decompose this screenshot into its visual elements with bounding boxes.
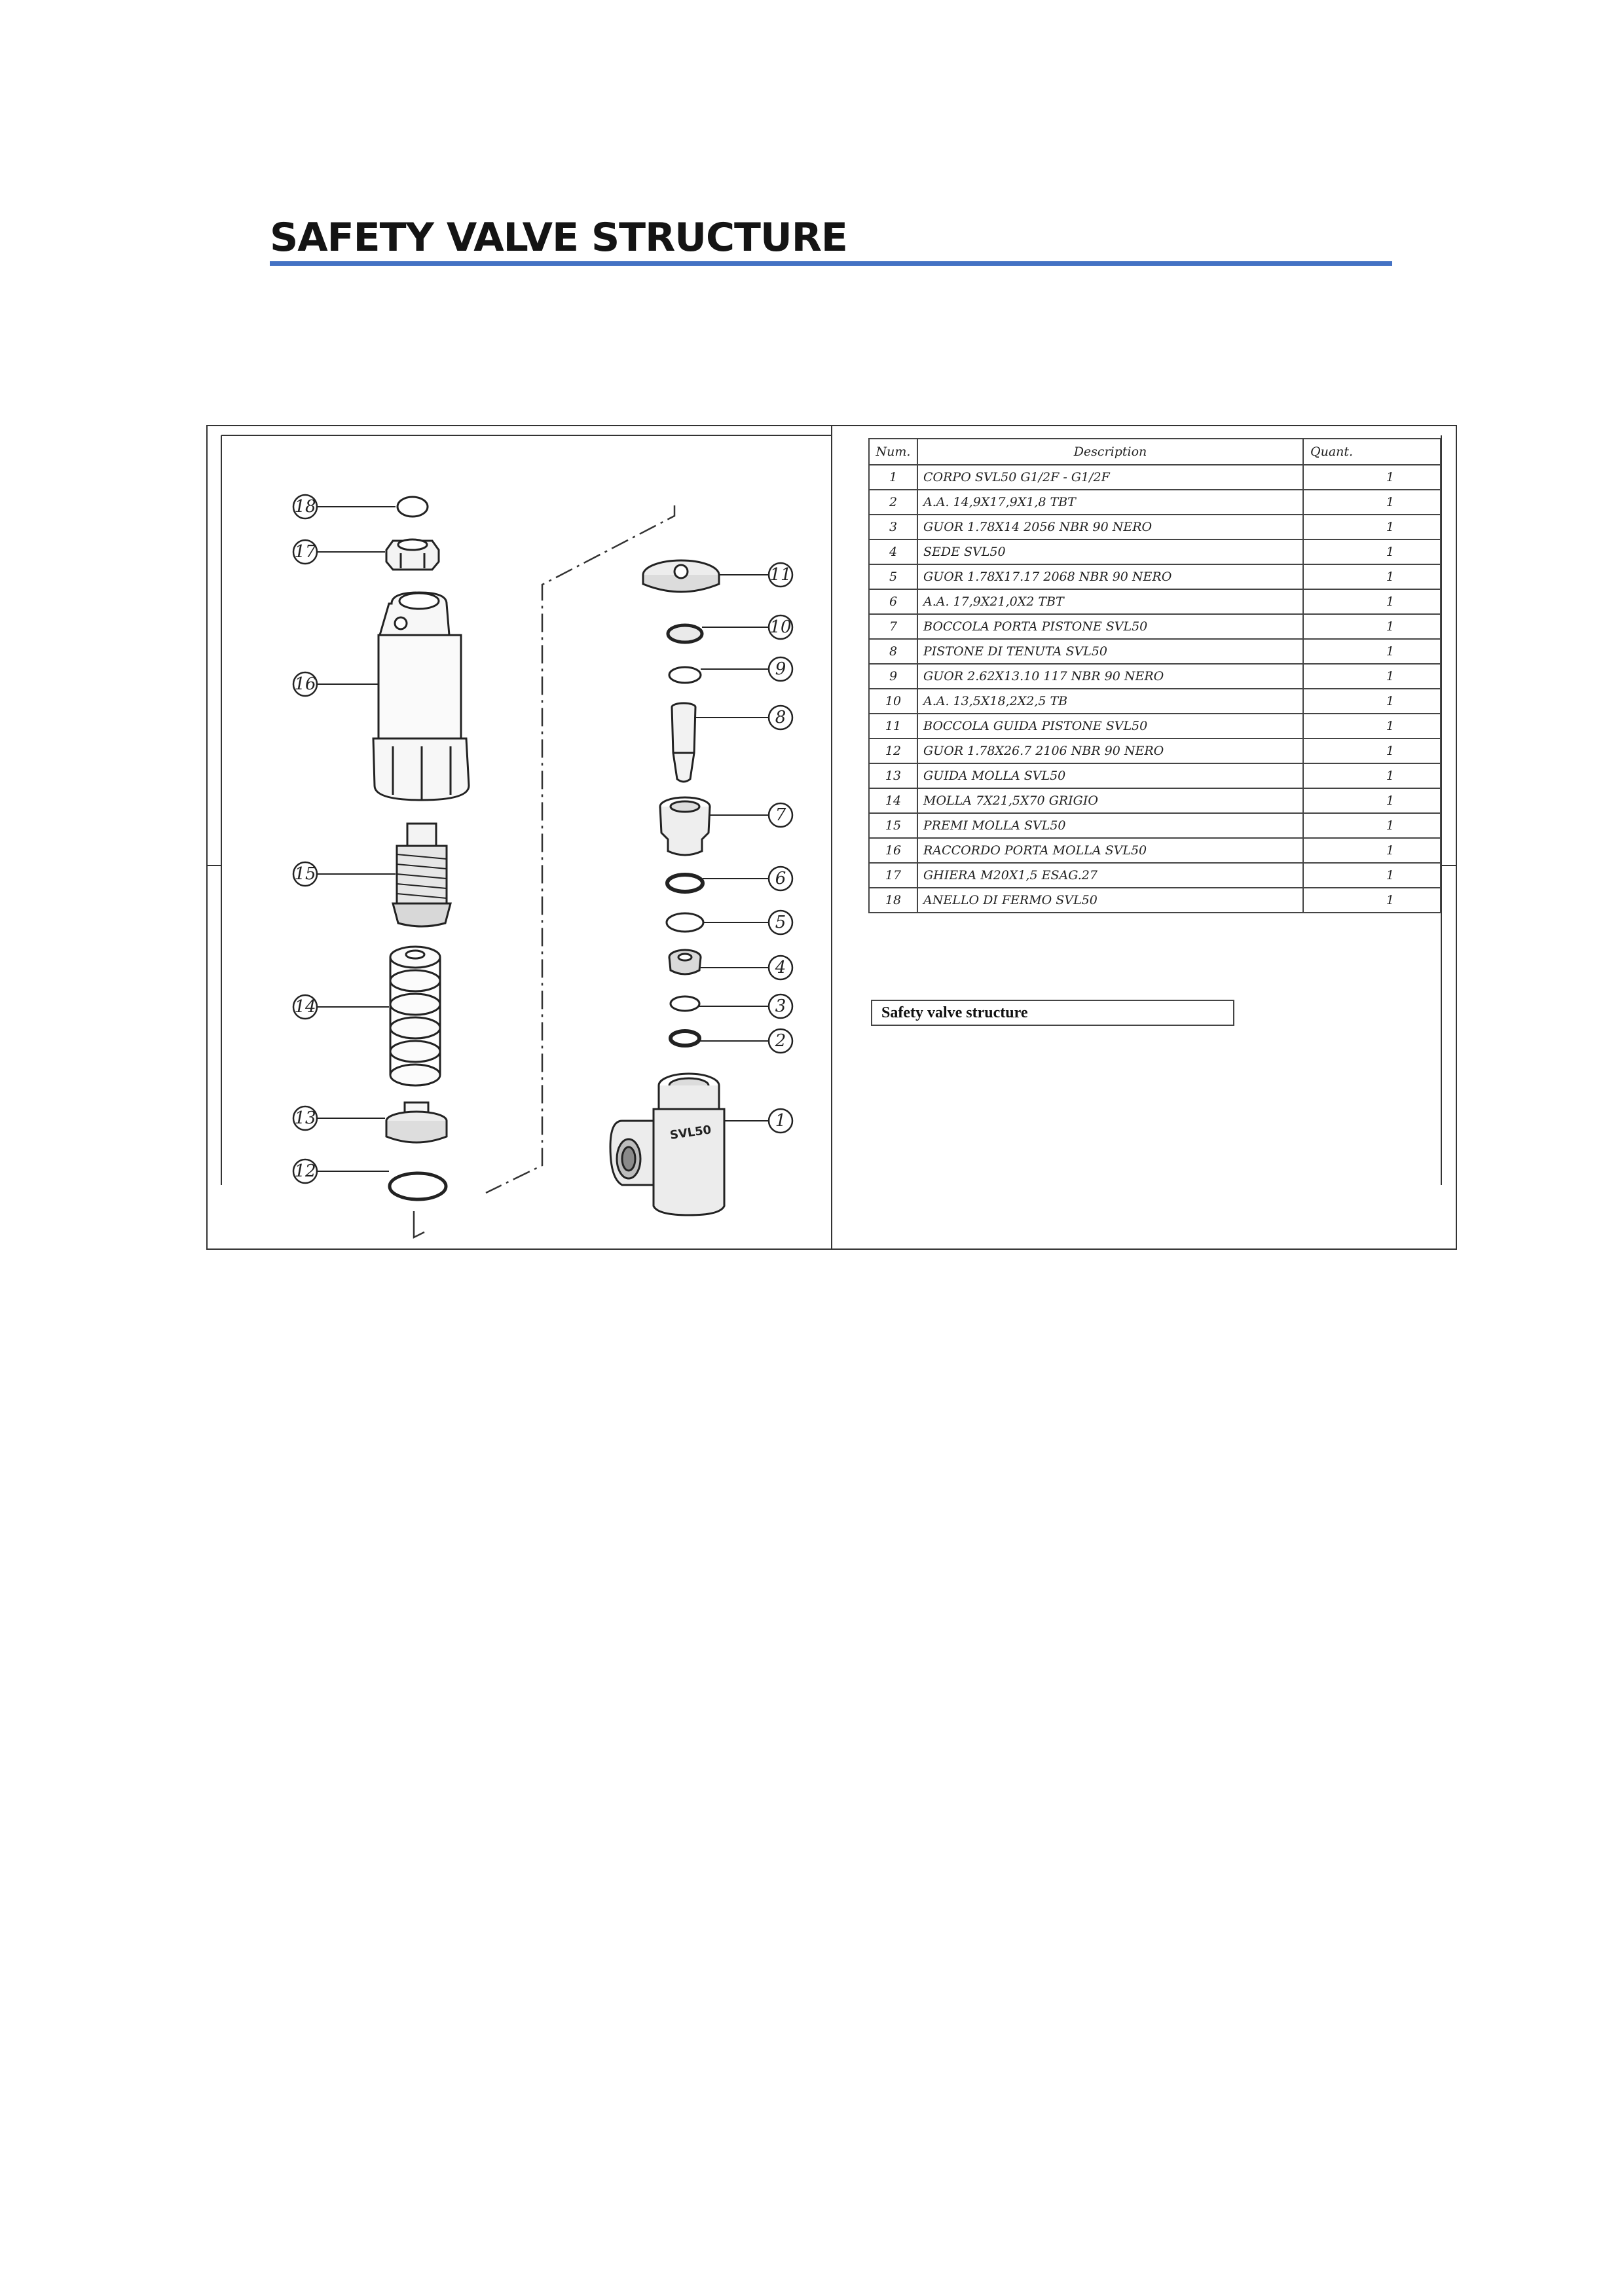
part-description: PISTONE DI TENUTA SVL50 [917, 639, 1303, 664]
table-row [869, 490, 1441, 515]
part-description: GUIDA MOLLA SVL50 [917, 763, 1303, 788]
part-num: 16 [869, 838, 917, 863]
part-description: PREMI MOLLA SVL50 [917, 813, 1303, 838]
page-title: SAFETY VALVE STRUCTURE [270, 215, 847, 261]
part-quantity: 1 [1303, 490, 1441, 515]
part-quantity: 1 [1303, 589, 1441, 614]
part-description: MOLLA 7X21,5X70 GRIGIO [917, 788, 1303, 813]
table-row [869, 689, 1441, 714]
part-num: 9 [869, 664, 917, 689]
part-num: 8 [869, 639, 917, 664]
header-quantity: Quant. [1303, 439, 1441, 465]
table-row [869, 863, 1441, 888]
hex-nut-part [386, 539, 439, 570]
part-num: 5 [869, 564, 917, 589]
callout-label: 8 [775, 708, 786, 727]
header-num: Num. [869, 439, 917, 465]
spring-pusher-part [393, 824, 451, 926]
table-row [869, 888, 1441, 913]
part-num: 18 [869, 888, 917, 913]
sealing-piston-part [672, 703, 695, 782]
part-description: BOCCOLA PORTA PISTONE SVL50 [917, 614, 1303, 639]
valve-body-part [610, 1074, 724, 1215]
part-quantity: 1 [1303, 639, 1441, 664]
table-row [869, 714, 1441, 738]
table-row [869, 639, 1441, 664]
part-quantity: 1 [1303, 838, 1441, 863]
part-num: 15 [869, 813, 917, 838]
part-quantity: 1 [1303, 863, 1441, 888]
callout-label: 3 [775, 996, 786, 1016]
table-row [869, 763, 1441, 788]
part-num: 14 [869, 788, 917, 813]
table-row [869, 564, 1441, 589]
part-description: SEDE SVL50 [917, 539, 1303, 564]
table-row [869, 738, 1441, 763]
part-description: CORPO SVL50 G1/2F - G1/2F [917, 465, 1303, 490]
table-row [869, 614, 1441, 639]
spring-part [390, 947, 440, 1085]
part-description: GUOR 1.78X14 2056 NBR 90 NERO [917, 515, 1303, 539]
table-row [869, 838, 1441, 863]
part-quantity: 1 [1303, 539, 1441, 564]
callout-label: 14 [294, 997, 316, 1017]
callout-label: 13 [294, 1108, 316, 1128]
part-num: 11 [869, 714, 917, 738]
parts-list-table [868, 438, 1441, 913]
part-description: GUOR 1.78X17.17 2068 NBR 90 NERO [917, 564, 1303, 589]
callout-label: 16 [294, 674, 316, 694]
part-description: GUOR 2.62X13.10 117 NBR 90 NERO [917, 664, 1303, 689]
drawing-caption: Safety valve structure [871, 1000, 1234, 1026]
part-quantity: 1 [1303, 664, 1441, 689]
part-num: 6 [869, 589, 917, 614]
header-description: Description [917, 439, 1303, 465]
spring-guide-part [386, 1102, 447, 1142]
part-description: A.A. 14,9X17,9X1,8 TBT [917, 490, 1303, 515]
seat-part [669, 950, 701, 974]
part-quantity: 1 [1303, 888, 1441, 913]
table-row [869, 539, 1441, 564]
part-num: 13 [869, 763, 917, 788]
part-description: GUOR 1.78X26.7 2106 NBR 90 NERO [917, 738, 1303, 763]
table-row [869, 515, 1441, 539]
callout-label: 17 [294, 542, 316, 562]
callout-label: 2 [775, 1031, 786, 1051]
table-header-row [869, 439, 1441, 465]
part-quantity: 1 [1303, 465, 1441, 490]
part-num: 7 [869, 614, 917, 639]
part-num: 4 [869, 539, 917, 564]
table-row [869, 465, 1441, 490]
spring-holder-fitting-part [373, 592, 469, 800]
part-num: 12 [869, 738, 917, 763]
piston-holder-bush-part [660, 797, 710, 855]
valve-body-marking: SVL50 [669, 1123, 712, 1142]
part-num: 17 [869, 863, 917, 888]
callout-label: 18 [294, 497, 316, 517]
part-quantity: 1 [1303, 614, 1441, 639]
part-description: BOCCOLA GUIDA PISTONE SVL50 [917, 714, 1303, 738]
part-quantity: 1 [1303, 515, 1441, 539]
callout-label: 10 [769, 617, 792, 637]
callout-label: 7 [775, 805, 786, 825]
callout-label: 1 [775, 1111, 786, 1131]
table-row [869, 589, 1441, 614]
part-quantity: 1 [1303, 788, 1441, 813]
part-description: ANELLO DI FERMO SVL50 [917, 888, 1303, 913]
table-row [869, 813, 1441, 838]
table-row [869, 788, 1441, 813]
callout-label: 4 [775, 958, 786, 977]
part-quantity: 1 [1303, 738, 1441, 763]
callout-label: 5 [775, 913, 786, 932]
part-num: 3 [869, 515, 917, 539]
part-quantity: 1 [1303, 813, 1441, 838]
part-description: GHIERA M20X1,5 ESAG.27 [917, 863, 1303, 888]
part-quantity: 1 [1303, 714, 1441, 738]
callout-label: 6 [775, 869, 786, 888]
callout-label: 15 [294, 864, 316, 884]
part-description: A.A. 13,5X18,2X2,5 TB [917, 689, 1303, 714]
callout-label: 9 [775, 659, 786, 679]
part-quantity: 1 [1303, 689, 1441, 714]
part-num: 10 [869, 689, 917, 714]
part-quantity: 1 [1303, 564, 1441, 589]
part-num: 1 [869, 465, 917, 490]
callout-label: 11 [769, 565, 792, 585]
piston-guide-bush-part [643, 560, 719, 592]
part-description: A.A. 17,9X21,0X2 TBT [917, 589, 1303, 614]
table-row [869, 664, 1441, 689]
callout-label: 12 [294, 1161, 316, 1181]
part-quantity: 1 [1303, 763, 1441, 788]
part-description: RACCORDO PORTA MOLLA SVL50 [917, 838, 1303, 863]
part-num: 2 [869, 490, 917, 515]
